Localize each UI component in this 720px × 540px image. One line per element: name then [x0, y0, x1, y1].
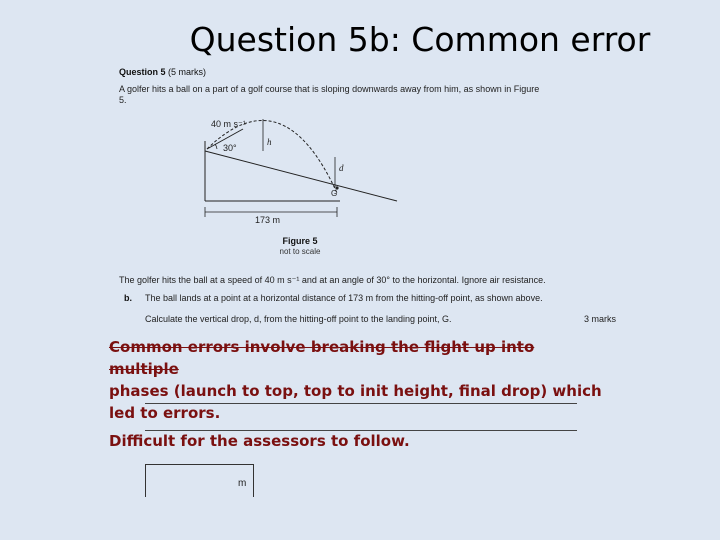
- angle-label: 30°: [223, 143, 237, 153]
- marks-label: 3 marks: [584, 314, 617, 324]
- slide-title: Question 5b: Common error: [189, 20, 651, 59]
- speed-label: 40 m s⁻¹: [211, 119, 246, 129]
- landing-label: G: [331, 189, 338, 198]
- answer-line-2: [145, 430, 577, 431]
- common-error-annotation: [109, 336, 609, 424]
- part-b-label: b.: [124, 293, 132, 303]
- ground-slope-line: [205, 151, 397, 201]
- height-label: h: [267, 137, 272, 147]
- drop-label: d: [339, 163, 344, 173]
- answer-line-1: [145, 403, 577, 404]
- angle-arc: [215, 144, 217, 149]
- figure-caption: Figure 5: [282, 236, 318, 246]
- figure-note: not to scale: [279, 247, 321, 256]
- distance-label: 173 m: [255, 215, 281, 225]
- question-marks: (5 marks): [168, 67, 207, 77]
- problem-statement: The golfer hits the ball at a speed of 40 m s⁻¹ and at an angle of 30° to the horizontal. Ignore air resistance.: [119, 275, 546, 285]
- annotation-line-3: led to errors.: [109, 404, 221, 422]
- answer-unit: m: [238, 478, 247, 489]
- annotation-line-1: Common errors involve breaking the flight up into multiple: [109, 338, 535, 378]
- question-number: Question 5: [119, 67, 166, 77]
- question-intro: A golfer hits a ball on a part of a golf course that is sloping downwards away from him, as shown in Figure 5.: [119, 84, 540, 105]
- golf-diagram: [195, 113, 410, 233]
- part-b-text: The ball lands at a point at a horizontal distance of 173 m from the hitting-off point, as shown above.: [145, 293, 543, 303]
- assessor-note: Difficult for the assessors to follow.: [109, 432, 410, 450]
- calculation-prompt: Calculate the vertical drop, d, from the hitting-off point to the landing point, G.: [145, 314, 452, 324]
- annotation-line-2: phases (launch to top, top to init height, final drop) which: [109, 382, 602, 400]
- question-header: [119, 67, 206, 77]
